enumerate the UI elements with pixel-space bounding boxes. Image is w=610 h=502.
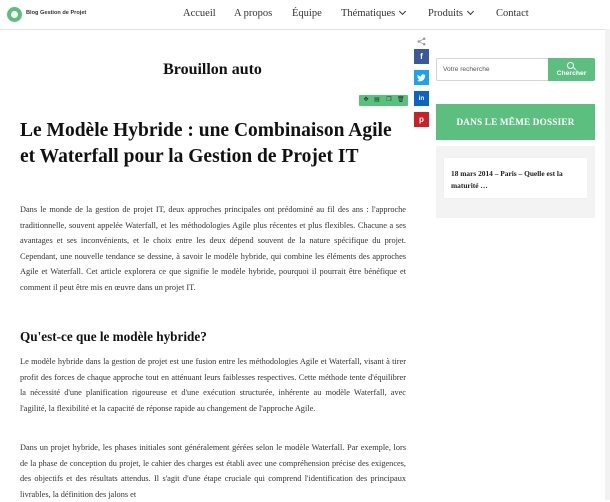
move-icon[interactable]: ✥ <box>363 96 369 103</box>
article-paragraph: Dans le monde de la gestion de projet IT, deux approches principales ont prédominé au fil des ans : l'approche traditionnelle, souvent appelée Waterfall, et les méthodologies Agile plus récentes et plus flexibles. Chacune a ses avantages et ses inconvénients, et le choix entre les deux dépend souvent de la nature spécifique du projet. Cependant, une nouvelle tendance se dessine, à savoir le modèle hybride, qui combine les éléments des approches Agile et Waterfall. Cet article explorera ce que signifie le modèle hybride, pourquoi il pourrait être bénéfique et comment il peut être mis en œuvre dans un projet IT. <box>20 205 406 292</box>
widget-title: DANS LE MÊME DOSSIER <box>436 104 595 140</box>
twitter-icon[interactable] <box>414 70 429 85</box>
nav-item-accueil[interactable] <box>183 8 216 19</box>
nav-item-a-propos[interactable] <box>234 8 272 19</box>
article-paragraph: Le modèle hybride dans la gestion de projet est une fusion entre les méthodologies Agile et Waterfall, visant à tirer profit des forces de chaque approche tout en atténuant leurs faiblesses respectives. Cette méthode tente d'équilibrer la nécessité d'une planification rigoureuse et d'une exécution structurée, inhérente au modèle Waterfall, avec l'agilité, la flexibilité et la capacité de réponse rapide au changement de l'approche Agile. <box>20 357 406 413</box>
logo-text: Blog Gestion de Projet <box>26 10 87 16</box>
linkedin-icon[interactable]: in <box>414 91 429 106</box>
site-header <box>0 0 610 30</box>
nav-label: A propos <box>234 8 273 19</box>
related-post-card <box>444 158 587 198</box>
search-input[interactable] <box>436 58 548 81</box>
search-icon <box>567 62 574 69</box>
chevron-down-icon <box>399 8 406 15</box>
nav-item-equipe[interactable] <box>292 8 322 19</box>
copy-icon[interactable]: ▤ <box>374 96 380 103</box>
pinterest-icon[interactable]: p <box>414 112 429 127</box>
share-icon <box>417 37 426 46</box>
section-heading: Qu'est-ce que le modèle hybride? <box>20 329 207 344</box>
facebook-icon[interactable]: f <box>414 49 429 64</box>
nav-label: Contact <box>496 8 529 19</box>
related-post-link[interactable]: 18 mars 2014 – Paris – Quelle est la maturité … <box>451 169 563 190</box>
scrollbar[interactable] <box>605 29 610 500</box>
draft-title[interactable]: Brouillon auto <box>163 61 262 78</box>
article-title: Le Modèle Hybride : une Combinaison Agile et Waterfall pour la Gestion de Projet IT <box>20 120 392 167</box>
nav-label: Équipe <box>292 8 322 19</box>
trash-icon[interactable]: 🗑 <box>397 96 405 103</box>
twitter-bird-glyph <box>417 74 426 82</box>
nav-item-produits[interactable] <box>428 8 473 19</box>
nav-label: Accueil <box>183 8 216 19</box>
block-toolbar <box>359 95 408 106</box>
chevron-down-icon <box>467 8 474 15</box>
nav-item-contact[interactable] <box>496 8 529 19</box>
search-button-label: Chercher <box>556 70 587 77</box>
main-nav <box>0 0 610 29</box>
search-button[interactable] <box>548 58 595 81</box>
nav-label: Thématiques <box>341 8 396 19</box>
nav-label: Produits <box>428 8 464 19</box>
article-paragraph: Dans un projet hybride, les phases initiales sont généralement gérées selon le modèle Waterfall. Par exemple, lors de la phase de conception du projet, le cahier des charges est établi avec une compréhension précise des exigences, des objectifs et des résultats attendus. Il s'agit d'une étape cruciale qui comprend l'identification des principaux livrables, la définition des jalons et <box>20 443 406 499</box>
nav-item-thematiques[interactable] <box>341 8 405 19</box>
duplicate-icon[interactable]: ❐ <box>386 96 392 103</box>
